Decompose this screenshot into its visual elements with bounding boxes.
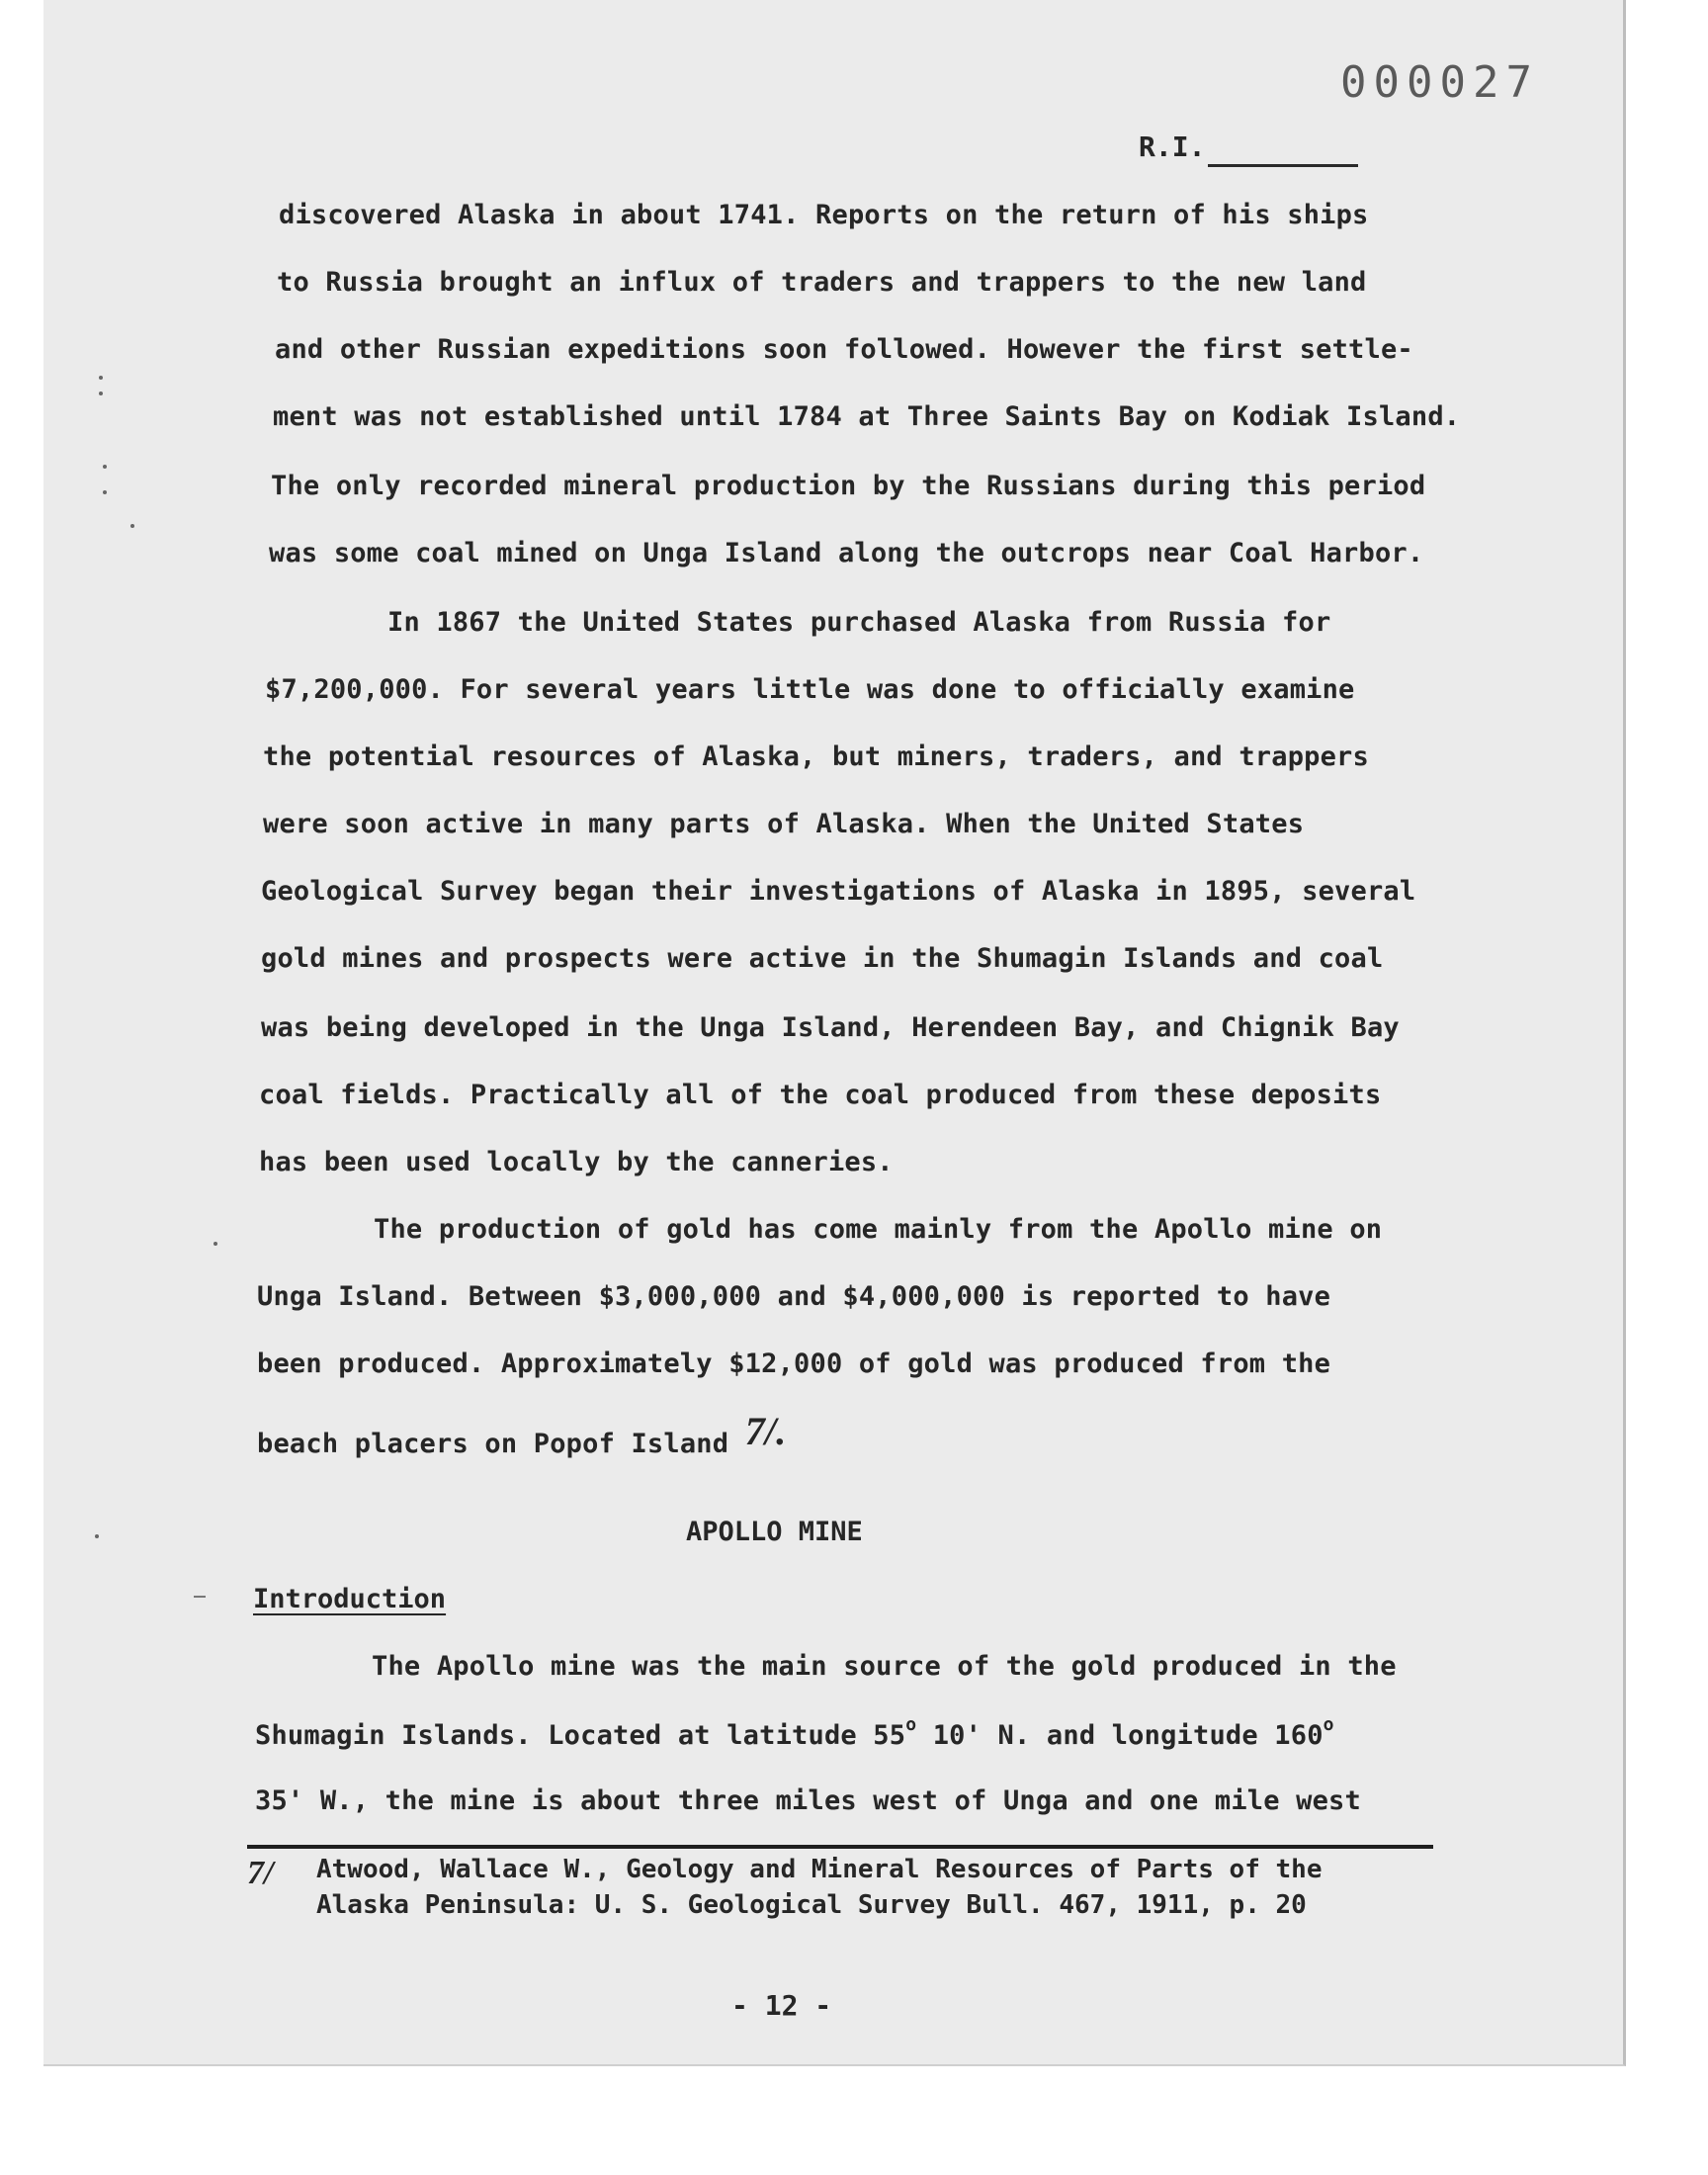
subsection-heading: Introduction xyxy=(253,1584,447,1614)
body-line: Unga Island. Between $3,000,000 and $4,000,000 is reported to have xyxy=(257,1281,1331,1312)
body-text: Shumagin Islands. Located at latitude 55 xyxy=(255,1720,906,1751)
body-line: 35' W., the mine is about three miles west of Unga and one mile west xyxy=(255,1785,1361,1816)
footnote-divider xyxy=(247,1845,1433,1849)
body-line: Geological Survey began their investigations of Alaska in 1895, several xyxy=(261,876,1416,907)
degree-mark: o xyxy=(905,1714,917,1735)
body-line: been produced. Approximately $12,000 of gold was produced from the xyxy=(257,1348,1331,1379)
body-line: In 1867 the United States purchased Alaska from Russia for xyxy=(387,607,1331,638)
body-line: ment was not established until 1784 at Three Saints Bay on Kodiak Island. xyxy=(273,401,1461,432)
ri-label: R.I. xyxy=(1139,130,1206,163)
body-line: discovered Alaska in about 1741. Reports on the return of his ships xyxy=(279,200,1369,230)
scan-speck xyxy=(194,1596,206,1598)
scan-speck xyxy=(103,465,107,469)
body-line xyxy=(255,1714,1334,1751)
footnote-mark: 7/ xyxy=(247,1855,274,1891)
section-heading: APOLLO MINE xyxy=(686,1517,863,1547)
footnote-line: Atwood, Wallace W., Geology and Mineral Resources of Parts of the xyxy=(316,1855,1323,1884)
scan-speck xyxy=(99,392,103,395)
body-line: were soon active in many parts of Alaska. When the United States xyxy=(263,809,1305,839)
scan-speck xyxy=(214,1242,217,1246)
scan-speck xyxy=(103,490,107,494)
body-line: gold mines and prospects were active in the Shumagin Islands and coal xyxy=(261,943,1384,974)
body-line: The only recorded mineral production by the Russians during this period xyxy=(271,471,1426,501)
body-line: The production of gold has come mainly from the Apollo mine on xyxy=(374,1214,1383,1245)
ri-blank-line xyxy=(1208,164,1358,167)
body-line: to Russia brought an influx of traders and trappers to the new land xyxy=(277,267,1367,298)
body-line: The Apollo mine was the main source of the gold produced in the xyxy=(372,1651,1397,1682)
body-text: beach placers on Popof Island xyxy=(257,1429,729,1459)
body-line: and other Russian expeditions soon followed. However the first settle- xyxy=(275,334,1413,365)
footnote-reference: 7/. xyxy=(744,1409,787,1453)
page-stamp-number: 000027 xyxy=(1340,57,1539,108)
body-line: $7,200,000. For several years little was done to officially examine xyxy=(265,674,1355,705)
body-line: coal fields. Practically all of the coal produced from these deposits xyxy=(259,1080,1382,1110)
body-line: was being developed in the Unga Island, Herendeen Bay, and Chignik Bay xyxy=(261,1012,1400,1043)
page-number: - 12 - xyxy=(731,1989,832,2022)
body-line xyxy=(257,1409,787,1462)
scan-speck xyxy=(95,1534,99,1538)
scan-speck xyxy=(99,376,103,380)
body-text: 10' N. and longitude 160 xyxy=(916,1720,1324,1751)
scan-speck xyxy=(130,524,134,528)
degree-mark: o xyxy=(1323,1714,1334,1735)
body-line: was some coal mined on Unga Island along the outcrops near Coal Harbor. xyxy=(269,538,1424,568)
body-line: the potential resources of Alaska, but miners, traders, and trappers xyxy=(263,741,1369,772)
body-line: has been used locally by the canneries. xyxy=(259,1147,894,1177)
footnote-line: Alaska Peninsula: U. S. Geological Survey Bull. 467, 1911, p. 20 xyxy=(316,1890,1307,1920)
